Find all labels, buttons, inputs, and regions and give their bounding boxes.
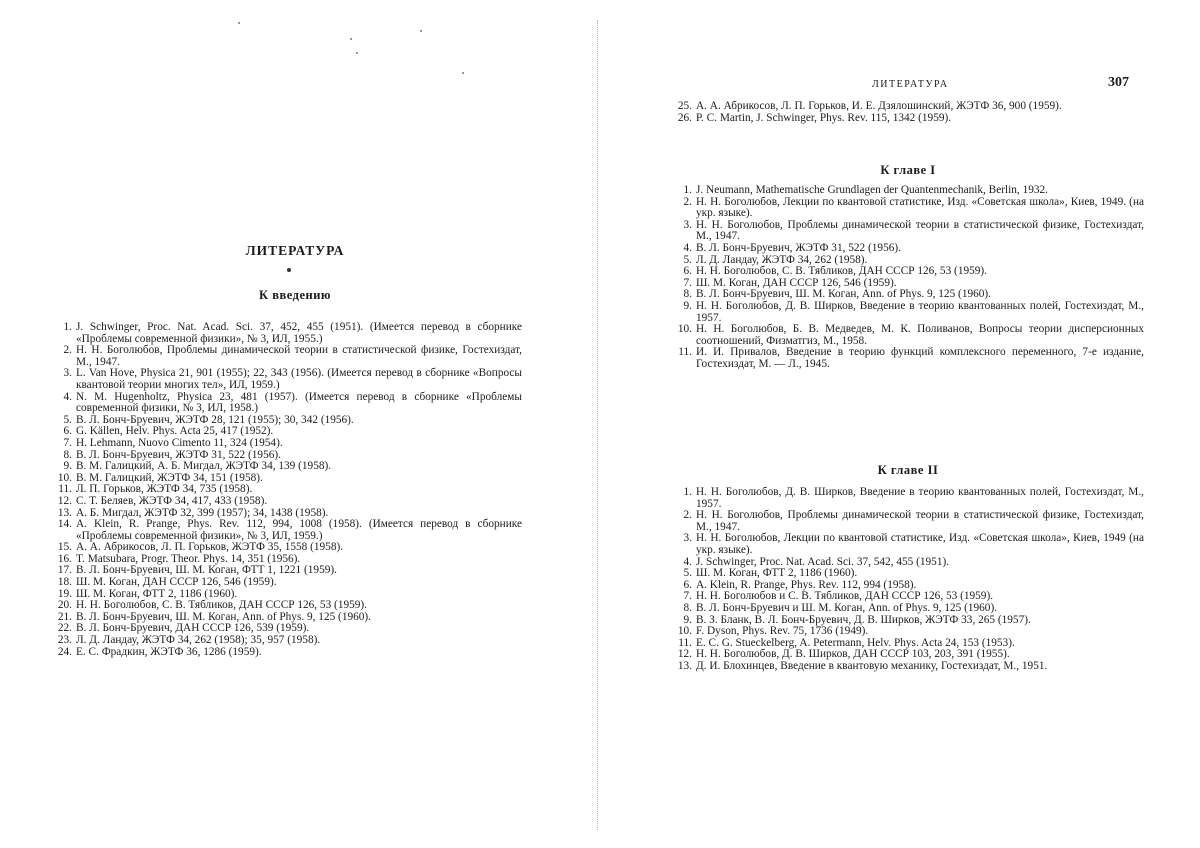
- reference-text: Н. Н. Боголюбов, Проблемы динамической теории в статистической физике, Гостехиздат, М., 1947.: [696, 218, 1144, 243]
- reference-number: 7.: [683, 590, 692, 603]
- reference-text: В. З. Бланк, В. Л. Бонч-Бруевич, Д. В. Ширков, ЖЭТФ 33, 265 (1957).: [696, 613, 1031, 626]
- reference-number: 4.: [683, 555, 692, 568]
- reference-text: E. C. G. Stueckelberg, A. Petermann, Helv. Phys. Acta 24, 153 (1953).: [696, 636, 1015, 649]
- reference-number: 24.: [57, 645, 72, 658]
- reference-number: 5.: [683, 253, 692, 266]
- reference-text: В. Л. Бонч-Бруевич, ЖЭТФ 31, 522 (1956).: [696, 241, 901, 254]
- reference-text: Н. Н. Боголюбов, Д. В. Ширков, Введение в теорию квантованных полей, Гостехиздат, М., 1957.: [696, 486, 1144, 510]
- reference-number: 11.: [58, 483, 72, 496]
- reference-item: [672, 347, 1144, 370]
- title-ornament-dot: [287, 268, 291, 272]
- reference-text: В. Л. Бонч-Бруевич, ЖЭТФ 28, 121 (1955); 30, 342 (1956).: [76, 413, 354, 426]
- right-page: [600, 0, 1200, 848]
- reference-item: [672, 113, 1144, 125]
- reference-item: [672, 243, 1144, 255]
- reference-text: J. Schwinger, Proc. Nat. Acad. Sci. 37, 452, 455 (1951). (Имеется перевод в сборнике «Проблемы современной физики», № 3, ИЛ, 1955.): [76, 321, 522, 345]
- reference-item: [52, 368, 522, 391]
- reference-list-chapter-2: [672, 487, 1144, 673]
- reference-item: [52, 345, 522, 368]
- reference-text: T. Matsubara, Progr. Theor. Phys. 14, 351 (1956).: [76, 552, 301, 565]
- reference-text: В. Л. Бонч-Бруевич, Ш. М. Коган, Ann. of Phys. 9, 125 (1960).: [696, 288, 991, 301]
- reference-text: С. Т. Беляев, ЖЭТФ 34, 417, 433 (1958).: [76, 494, 268, 507]
- reference-item: [672, 197, 1144, 220]
- reference-text: В. Л. Бонч-Бруевич и Ш. М. Коган, Ann. of Phys. 9, 125 (1960).: [696, 601, 998, 614]
- reference-text: A. Klein, R. Prange, Phys. Rev. 112, 994 (1958).: [696, 578, 917, 591]
- reference-item: [52, 577, 522, 589]
- reference-text: А. Б. Мигдал, ЖЭТФ 32, 399 (1957); 34, 1438 (1958).: [76, 506, 329, 519]
- reference-item: [672, 487, 1144, 510]
- reference-text: В. Л. Бонч-Бруевич, ЖЭТФ 31, 522 (1956).: [76, 448, 281, 461]
- reference-number: 14.: [57, 518, 72, 531]
- reference-text: P. C. Martin, J. Schwinger, Phys. Rev. 115, 1342 (1959).: [696, 111, 952, 124]
- reference-number: 8.: [683, 601, 692, 614]
- reference-number: 2.: [683, 509, 692, 522]
- reference-number: 1.: [63, 321, 72, 333]
- reference-text: Ш. М. Коган, ФТТ 2, 1186 (1960).: [696, 567, 858, 580]
- reference-item: [52, 496, 522, 508]
- reference-number: 21.: [57, 610, 72, 623]
- reference-number: 8.: [683, 288, 692, 301]
- reference-item: [672, 626, 1144, 638]
- reference-text: Н. Н. Боголюбов, Д. В. Ширков, ДАН СССР 103, 203, 391 (1955).: [696, 648, 1010, 661]
- reference-text: В. Л. Бонч-Бруевич, Ш. М. Коган, Ann. of Phys. 9, 125 (1960).: [76, 610, 371, 623]
- reference-item: [672, 324, 1144, 347]
- reference-number: 4.: [63, 390, 72, 403]
- reference-number: 3.: [63, 367, 72, 380]
- reference-text: H. Lehmann, Nuovo Cimento 11, 324 (1954).: [76, 436, 283, 449]
- bibliography-title: ЛИТЕРАТУРА: [245, 243, 345, 258]
- reference-text: Ш. М. Коган, ДАН СССР 126, 546 (1959).: [696, 276, 897, 289]
- reference-number: 11.: [678, 636, 692, 649]
- reference-number: 3.: [683, 218, 692, 231]
- reference-number: 10.: [57, 471, 72, 484]
- reference-number: 7.: [63, 436, 72, 449]
- reference-item: [52, 438, 522, 450]
- reference-number: 2.: [683, 195, 692, 208]
- reference-number: 8.: [63, 448, 72, 461]
- reference-number: 6.: [683, 578, 692, 591]
- reference-text: В. М. Галицкий, А. Б. Мигдал, ЖЭТФ 34, 139 (1958).: [76, 460, 332, 473]
- reference-item: [52, 461, 522, 473]
- running-head: ЛИТЕРАТУРА: [872, 79, 949, 90]
- section-heading-chapter-1: К главе I: [880, 163, 936, 177]
- reference-number: 3.: [683, 532, 692, 545]
- reference-text: Н. Н. Боголюбов, С. В. Тябликов, ДАН СССР 126, 53 (1959).: [76, 599, 367, 612]
- scan-speck: [420, 30, 422, 32]
- reference-number: 10.: [677, 323, 692, 336]
- reference-item: [672, 101, 1144, 113]
- reference-text: В. М. Галицкий, ЖЭТФ 34, 151 (1958).: [76, 471, 263, 484]
- reference-text: A. Klein, R. Prange, Phys. Rev. 112, 994, 1008 (1958). (Имеется перевод в сборнике «Проблемы современной физики», № 3, ИЛ, 1959.): [76, 518, 522, 542]
- reference-number: 1.: [683, 486, 692, 498]
- reference-text: Л. Д. Ландау, ЖЭТФ 34, 262 (1958).: [696, 253, 868, 266]
- reference-number: 9.: [63, 460, 72, 473]
- reference-text: L. Van Hove, Physica 21, 901 (1955); 22, 343 (1956). (Имеется перевод в сборнике «Вопросы квантовой теории многих тел», ИЛ, 1959.): [76, 367, 522, 391]
- scan-speck: [350, 38, 352, 40]
- reference-number: 19.: [57, 587, 72, 600]
- reference-number: 15.: [57, 541, 72, 554]
- reference-text: Ш. М. Коган, ДАН СССР 126, 546 (1959).: [76, 576, 277, 589]
- reference-number: 4.: [683, 241, 692, 254]
- reference-number: 11.: [678, 346, 692, 359]
- reference-item: [672, 603, 1144, 615]
- scan-speck: [356, 52, 358, 54]
- reference-text: F. Dyson, Phys. Rev. 75, 1736 (1949).: [696, 625, 869, 638]
- scan-speck: [462, 72, 464, 74]
- reference-text: Н. Н. Боголюбов, Лекции по квантовой статистике, Изд. «Советская школа», Киев, 1949. (на укр. языке).: [696, 195, 1144, 220]
- reference-item: [52, 647, 522, 659]
- reference-item: [52, 635, 522, 647]
- reference-item: [672, 220, 1144, 243]
- reference-list-introduction: [52, 322, 522, 658]
- reference-item: [672, 568, 1144, 580]
- reference-number: 1.: [683, 184, 692, 196]
- reference-number: 25.: [677, 100, 692, 112]
- scan-speck: [238, 22, 240, 24]
- reference-item: [672, 661, 1144, 673]
- reference-text: Д. И. Блохинцев, Введение в квантовую механику, Гостехиздат, М., 1951.: [696, 659, 1048, 672]
- reference-text: И. И. Привалов, Введение в теорию функций комплексного переменного, 7-е издание, Гостехиздат, М. — Л., 1945.: [696, 346, 1144, 370]
- section-heading-chapter-2: К главе II: [877, 463, 939, 477]
- reference-number: 26.: [677, 111, 692, 124]
- reference-text: Н. Н. Боголюбов, Проблемы динамической теории в статистической физике, Гостехиздат, М., 1947.: [696, 509, 1144, 533]
- reference-text: Н. Н. Боголюбов и С. В. Тябликов, ДАН СССР 126, 53 (1959).: [696, 590, 994, 603]
- reference-number: 17.: [57, 564, 72, 577]
- reference-number: 9.: [683, 299, 692, 312]
- reference-text: N. M. Hugenholtz, Physica 23, 481 (1957). (Имеется перевод в сборнике «Проблемы современной физики, № 3, ИЛ, 1958.): [76, 390, 522, 415]
- reference-item: [52, 392, 522, 415]
- reference-number: 20.: [57, 599, 72, 612]
- reference-text: G. Källen, Helv. Phys. Acta 25, 417 (1952).: [76, 425, 274, 438]
- reference-list-continued: [672, 101, 1144, 124]
- reference-text: Ш. М. Коган, ФТТ 2, 1186 (1960).: [76, 587, 238, 600]
- reference-text: Л. П. Горьков, ЖЭТФ 34, 735 (1958).: [76, 483, 253, 496]
- reference-text: В. Л. Бонч-Бруевич, Ш. М. Коган, ФТТ 1, 1221 (1959).: [76, 564, 337, 577]
- page-number: 307: [1108, 75, 1129, 90]
- reference-number: 18.: [57, 576, 72, 589]
- reference-text: Л. Д. Ландау, ЖЭТФ 34, 262 (1958); 35, 957 (1958).: [76, 634, 321, 647]
- reference-number: 10.: [677, 625, 692, 638]
- reference-text: В. Л. Бонч-Бруевич, ДАН СССР 126, 539 (1959).: [76, 622, 310, 635]
- reference-item: [672, 301, 1144, 324]
- reference-text: Е. С. Фрадкин, ЖЭТФ 36, 1286 (1959).: [76, 645, 262, 658]
- reference-number: 6.: [683, 265, 692, 278]
- left-page: [0, 0, 590, 848]
- reference-text: J. Neumann, Mathematische Grundlagen der Quantenmechanik, Berlin, 1932.: [696, 184, 1048, 196]
- reference-number: 5.: [63, 413, 72, 426]
- reference-number: 12.: [57, 494, 72, 507]
- section-heading-introduction: К введению: [259, 288, 331, 302]
- reference-number: 13.: [57, 506, 72, 519]
- reference-text: Н. Н. Боголюбов, Проблемы динамической теории в статистической физике, Гостехиздат, М., 1947.: [76, 344, 522, 368]
- reference-number: 7.: [683, 276, 692, 289]
- reference-text: Н. Н. Боголюбов, Лекции по квантовой статистике, Изд. «Советская школа», Киев, 1949 (на укр. языке).: [696, 532, 1144, 556]
- reference-item: [672, 510, 1144, 533]
- reference-number: 12.: [677, 648, 692, 661]
- reference-number: 6.: [63, 425, 72, 438]
- reference-list-chapter-1: [672, 185, 1144, 371]
- reference-number: 13.: [677, 659, 692, 672]
- reference-number: 22.: [57, 622, 72, 635]
- reference-number: 9.: [683, 613, 692, 626]
- reference-item: [52, 519, 522, 542]
- reference-text: J. Schwinger, Proc. Nat. Acad. Sci. 37, 542, 455 (1951).: [696, 555, 950, 568]
- reference-item: [672, 266, 1144, 278]
- reference-number: 2.: [63, 344, 72, 357]
- page-gutter: [597, 20, 598, 830]
- reference-number: 16.: [57, 552, 72, 565]
- reference-number: 5.: [683, 567, 692, 580]
- reference-item: [52, 322, 522, 345]
- reference-text: Н. Н. Боголюбов, Б. В. Медведев, М. К. Поливанов, Вопросы теории дисперсионных соотношений, Физматгиз, М., 1958.: [696, 323, 1144, 347]
- reference-text: Н. Н. Боголюбов, Д. В. Ширков, Введение в теорию квантованных полей, Гостехиздат, М., 1957.: [696, 299, 1144, 324]
- reference-text: Н. Н. Боголюбов, С. В. Тябликов, ДАН СССР 126, 53 (1959).: [696, 265, 987, 278]
- reference-text: А. А. Абрикосов, Л. П. Горьков, И. Е. Дзялошинский, ЖЭТФ 36, 900 (1959).: [696, 100, 1062, 112]
- reference-number: 23.: [57, 634, 72, 647]
- reference-text: А. А. Абрикосов, Л. П. Горьков, ЖЭТФ 35, 1558 (1958).: [76, 541, 344, 554]
- reference-item: [672, 185, 1144, 197]
- reference-item: [672, 533, 1144, 556]
